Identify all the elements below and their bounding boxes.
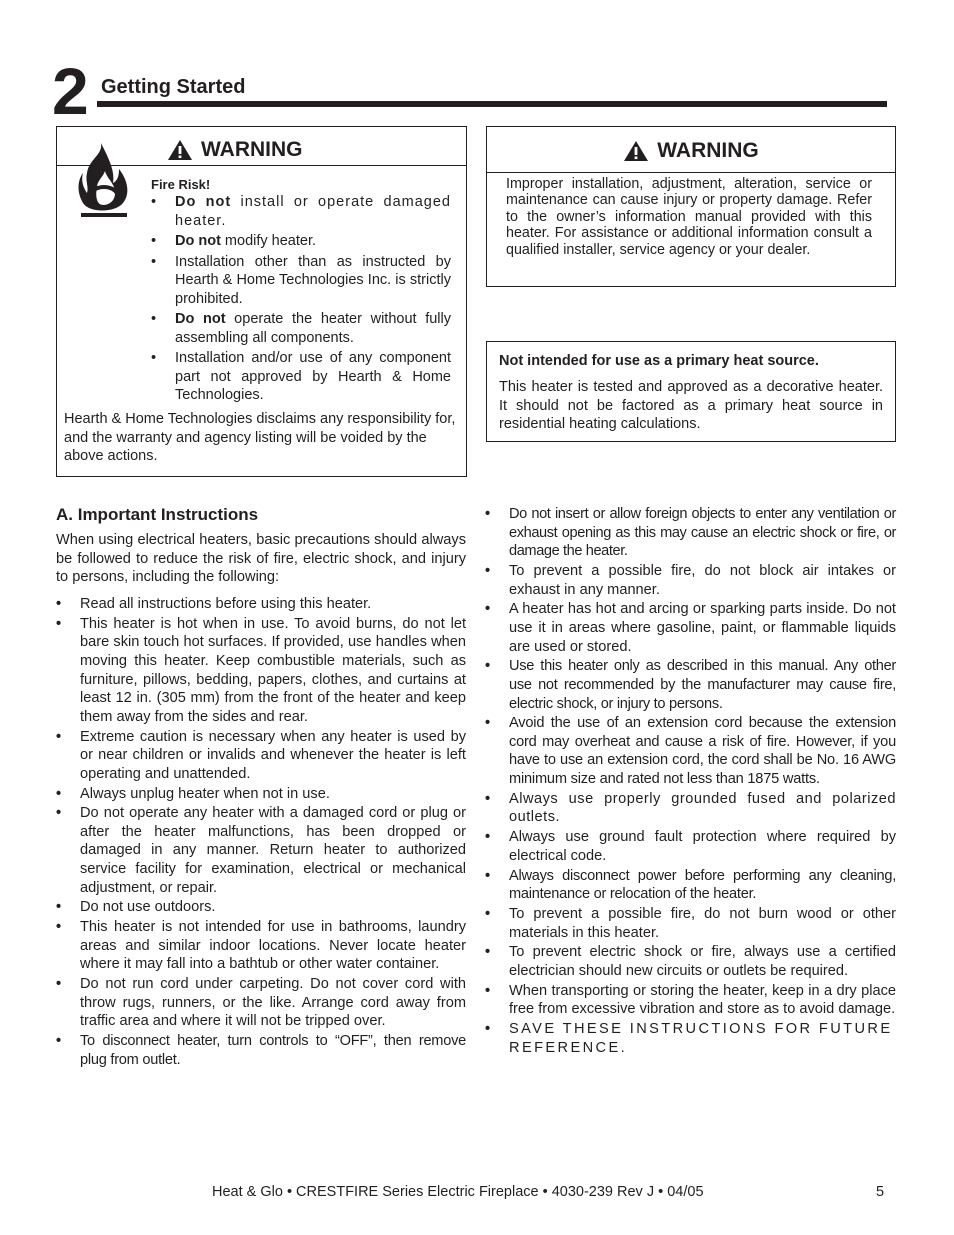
notice-title: Not intended for use as a primary heat source. — [499, 353, 819, 369]
chapter-rule — [97, 101, 887, 107]
warning-text: Improper installation, adjustment, alteration, service or maintenance can cause injury or property damage. Refer to the owner’s information manual provided with this heater. For assistance or additional information consult a qualified installer, service agency or your dealer. — [506, 176, 872, 258]
list-item: • To prevent a possible fire, do not burn wood or other materials in this heater. — [485, 905, 896, 942]
warning-header — [487, 139, 895, 163]
list-item: • A heater has hot and arcing or sparking parts inside. Do not use it in areas where gasoline, paint, or flammable liquids are used or stored. — [485, 600, 896, 656]
list-item: • Always disconnect power before performing any cleaning, maintenance or relocation of the heater. — [485, 867, 896, 904]
fire-risk-label: Fire Risk! — [151, 177, 211, 192]
warning-triangle-icon — [167, 139, 193, 161]
instructions-list-right — [485, 505, 896, 1058]
footer-text: Heat & Glo • CRESTFIRE Series Electric Fireplace • 4030-239 Rev J • 04/05 — [212, 1184, 704, 1200]
section-heading: A. Important Instructions — [56, 505, 259, 524]
installation-warning-box — [486, 126, 896, 287]
fire-risk-warning-box — [56, 126, 467, 477]
list-item: • Do not run cord under carpeting. Do not cover cord with throw rugs, runners, or the like. Arrange cord away from traffic area and where it will not be tripped over. — [56, 975, 466, 1031]
list-item: • This heater is hot when in use. To avoid burns, do not let bare skin touch hot surfaces. If provided, use handles when moving this heater. Keep combustible materials, such as furniture, pillows, bedding, papers, clothes, and curtains at least 12 in. (305 mm) from the front of the heater and keep them away from the sides and rear. — [56, 615, 466, 727]
list-item: • Extreme caution is necessary when any heater is used by or near children or invalids and whenever the heater is left operating and unattended. — [56, 728, 466, 784]
list-item: • To prevent electric shock or fire, always use a certified electrician should new circuits or outlets be required. — [485, 943, 896, 980]
list-item: • When transporting or storing the heater, keep in a dry place free from excessive vibration and store as to avoid damage. — [485, 982, 896, 1019]
page-number: 5 — [876, 1184, 885, 1200]
list-item: • Do not modify heater. — [151, 232, 451, 251]
list-item: • Read all instructions before using this heater. — [56, 595, 466, 614]
disclaimer-text: Hearth & Home Technologies disclaims any responsibility for, and the warranty and agency listing will be voided by the above actions. — [64, 411, 456, 464]
list-item: • Always use ground fault protection where required by electrical code. — [485, 828, 896, 865]
chapter-number: 2 — [52, 54, 87, 128]
list-item: • Use this heater only as described in this manual. Any other use not recommended by the manufacturer may cause fire, electric shock, or injury to persons. — [485, 657, 896, 713]
warning-header — [167, 138, 327, 162]
notice-text: This heater is tested and approved as a decorative heater. It should not be factored as a primary heat source in residential heating calculations. — [499, 379, 883, 433]
instructions-list-left — [56, 595, 466, 1071]
list-item: • Do not operate the heater without fully assembling all components. — [151, 310, 451, 347]
list-item: • Always use properly grounded fused and polarized outlets. — [485, 790, 896, 827]
warning-title: WARNING — [201, 138, 303, 161]
list-item: • Always unplug heater when not in use. — [56, 785, 466, 804]
primary-heat-notice-box — [486, 341, 896, 442]
chapter-title: Getting Started — [101, 76, 246, 98]
list-item: • Do not use outdoors. — [56, 898, 466, 917]
list-item: • To disconnect heater, turn controls to “OFF”, then remove plug from outlet. — [56, 1032, 466, 1069]
warning-triangle-icon — [623, 140, 649, 162]
section-intro: When using electrical heaters, basic precautions should always be followed to reduce the risk of fire, electric shock, and injury to persons, including the following: — [56, 532, 466, 586]
list-item: • Do not operate any heater with a damaged cord or plug or after the heater malfunctions, has been dropped or damaged in any manner. Return heater to authorized service facility for examination, electrical or mechanical adjustment, or repair. — [56, 804, 466, 897]
list-item: • SAVE THESE INSTRUCTIONS FOR FUTURE REFERENCE. — [485, 1020, 896, 1057]
list-item: • Do not install or operate damaged heater. — [151, 193, 451, 230]
list-item: • This heater is not intended for use in bathrooms, laundry areas and similar indoor locations. Never locate heater where it may fall into a bathtub or other water container. — [56, 918, 466, 974]
list-item: • Do not insert or allow foreign objects to enter any ventilation or exhaust opening as this may cause an electric shock or fire, or damage the heater. — [485, 505, 896, 561]
list-item: • Installation and/or use of any component part not approved by Hearth & Home Technologies. — [151, 349, 451, 405]
list-item: • To prevent a possible fire, do not block air intakes or exhaust in any manner. — [485, 562, 896, 599]
warning-title: WARNING — [657, 139, 759, 162]
fire-risk-list — [151, 193, 451, 407]
fire-icon — [75, 141, 131, 219]
list-item: • Avoid the use of an extension cord because the extension cord may overheat and cause a risk of fire. However, if you have to use an extension cord, the cord shall be No. 16 AWG minimum size and rated not less than 1875 watts. — [485, 714, 896, 788]
list-item: • Installation other than as instructed by Hearth & Home Technologies Inc. is strictly prohibited. — [151, 253, 451, 309]
